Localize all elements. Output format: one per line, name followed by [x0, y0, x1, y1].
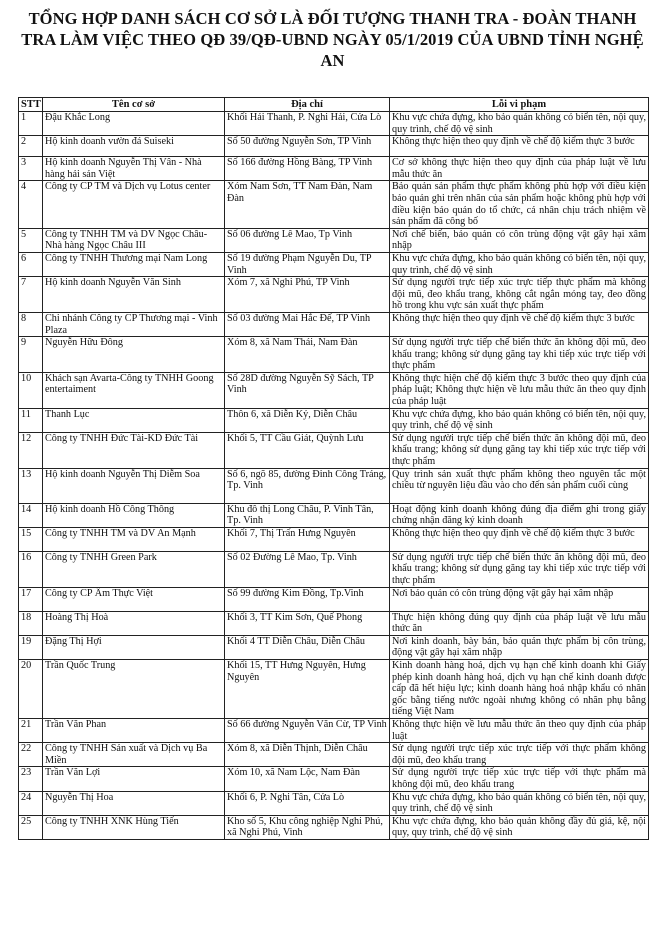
row-name: Nguyễn Thị Hoa — [43, 791, 225, 815]
table-row — [19, 372, 649, 408]
row-address: Số 02 Đường Lê Mao, Tp. Vinh — [225, 551, 390, 587]
row-address: Khối 7, Thị Trấn Hưng Nguyên — [225, 527, 390, 551]
row-name: Hộ kinh doanh Hồ Công Thông — [43, 503, 225, 527]
row-stt: 4 — [19, 181, 43, 228]
row-address: Xóm 8, xã Diễn Thịnh, Diễn Châu — [225, 743, 390, 767]
row-name: Công ty CP Ẩm Thực Việt — [43, 587, 225, 611]
table-row — [19, 815, 649, 839]
row-stt: 2 — [19, 136, 43, 157]
row-violation: Sử dụng người trực tiếp xúc trực tiếp thực phẩm mà không đội mũ, đeo khẩu trang, không cắt ngắn móng tay, đeo đồng hồ trong khu vực sản xuất thực phẩm — [390, 277, 649, 313]
row-address: Khối 5, TT Cầu Giát, Quỳnh Lưu — [225, 432, 390, 468]
document-title: TỔNG HỢP DANH SÁCH CƠ SỞ LÀ ĐỐI TƯỢNG THANH TRA - ĐOÀN THANH TRA LÀM VIỆC THEO QĐ 39/QĐ-UBND NGÀY 05/1/2019 CỦA UBND TỈNH NGHỆ AN — [21, 9, 644, 70]
row-violation: Khu vực chứa đựng, kho bảo quản không có biển tên, nội quy, quy trình, chế độ vệ sinh — [390, 252, 649, 276]
row-address: Thôn 6, xã Diễn Kỷ, Diễn Châu — [225, 408, 390, 432]
table-row — [19, 157, 649, 181]
row-violation: Quy trình sản xuất thực phẩm không theo nguyên tắc một chiều từ nguyên liệu đầu vào cho đến sản phẩm cuối cùng — [390, 468, 649, 503]
row-stt: 14 — [19, 503, 43, 527]
row-address: Số 99 đường Kim Đồng, Tp.Vinh — [225, 587, 390, 611]
row-stt: 17 — [19, 587, 43, 611]
row-address: Kho số 5, Khu công nghiệp Nghi Phú, xã Nghi Phú, Vinh — [225, 815, 390, 839]
row-address: Số 166 đường Hồng Bàng, TP Vinh — [225, 157, 390, 181]
row-address: Số 06 đường Lê Mao, Tp Vinh — [225, 228, 390, 252]
table-row — [19, 228, 649, 252]
row-name: Trần Văn Lợi — [43, 767, 225, 791]
row-stt: 1 — [19, 112, 43, 136]
row-address: Xóm Nam Sơn, TT Nam Đàn, Nam Đàn — [225, 181, 390, 228]
row-violation: Nơi bảo quản có côn trùng động vật gây hại xâm nhập — [390, 587, 649, 611]
row-stt: 15 — [19, 527, 43, 551]
row-name: Thanh Lục — [43, 408, 225, 432]
row-violation: Sử dụng người trực tiếp chế biến thức ăn không đội mũ, đeo khẩu trang; không sử dụng găng tay khi tiếp xúc trực tiếp với thực phẩm — [390, 432, 649, 468]
row-stt: 12 — [19, 432, 43, 468]
row-violation: Cơ sở không thực hiện theo quy định của pháp luật về lưu mẫu thức ăn — [390, 157, 649, 181]
row-violation: Không thực hiện theo quy định về chế độ kiểm thực 3 bước — [390, 527, 649, 551]
row-address: Xóm 10, xã Nam Lộc, Nam Đàn — [225, 767, 390, 791]
row-name: Hộ kinh doanh Nguyễn Thị Diễm Soa — [43, 468, 225, 503]
table-row — [19, 277, 649, 313]
header-name: Tên cơ sở — [43, 98, 225, 112]
row-stt: 6 — [19, 252, 43, 276]
row-name: Trần Quốc Trung — [43, 659, 225, 718]
table-row — [19, 312, 649, 336]
row-stt: 9 — [19, 337, 43, 373]
row-violation: Kinh doanh hàng hoá, dịch vụ hạn chế kinh doanh khi Giấy phép kinh doanh hàng hoá, dịch vụ hạn chế kinh doanh được cấp đã hết hiệu lực; kinh doanh hàng hoá nhập khẩu có nhãn gốc bằng tiếng nước ngoài nhưng không có nhãn phụ bằng tiếng Việt Nam — [390, 659, 649, 718]
header-address: Địa chỉ — [225, 98, 390, 112]
row-violation: Sử dụng người trực tiếp chế biến thức ăn không đội mũ, đeo khẩu trang; không sử dụng găng tay khi tiếp xúc trực tiếp với thực phẩm — [390, 551, 649, 587]
row-stt: 7 — [19, 277, 43, 313]
row-violation: Khu vực chứa đựng, kho bảo quản không có biển tên, nội quy, quy trình, chế độ vệ sinh — [390, 408, 649, 432]
row-violation: Sử dụng người trực tiếp xúc trực tiếp với thực phẩm mà không đội mũ, đeo khẩu trang — [390, 767, 649, 791]
row-name: Công ty TNHH TM và DV Ngọc Châu-Nhà hàng Ngọc Châu III — [43, 228, 225, 252]
row-address: Khối Hải Thanh, P. Nghi Hải, Cửa Lò — [225, 112, 390, 136]
table-row — [19, 527, 649, 551]
header-violation: Lỗi vi phạm — [390, 98, 649, 112]
row-address: Số 6, ngõ 85, đường Đinh Công Tráng, Tp. Vinh — [225, 468, 390, 503]
row-violation: Sử dụng người trực tiếp chế biến thức ăn không đội mũ, đeo khẩu trang; không sử dụng găng tay khi tiếp xúc trực tiếp với thực phẩm — [390, 337, 649, 373]
table-row — [19, 743, 649, 767]
row-violation: Không thực hiện theo quy định về chế độ kiểm thực 3 bước — [390, 136, 649, 157]
table-row — [19, 503, 649, 527]
row-address: Khối 4 TT Diễn Châu, Diễn Châu — [225, 635, 390, 659]
row-name: Nguyễn Hữu Đông — [43, 337, 225, 373]
row-name: Công ty TNHH Sản xuất và Dịch vụ Ba Miền — [43, 743, 225, 767]
row-stt: 3 — [19, 157, 43, 181]
row-stt: 19 — [19, 635, 43, 659]
row-name: Đậu Khắc Long — [43, 112, 225, 136]
row-address: Số 03 đường Mai Hắc Đế, TP Vinh — [225, 312, 390, 336]
table-row — [19, 791, 649, 815]
table-row — [19, 337, 649, 373]
row-address: Số 66 đường Nguyễn Văn Cừ, TP Vinh — [225, 718, 390, 742]
row-address: Xóm 7, xã Nghi Phú, TP Vinh — [225, 277, 390, 313]
row-address: Xóm 8, xã Nam Thái, Nam Đàn — [225, 337, 390, 373]
row-stt: 5 — [19, 228, 43, 252]
row-name: Hộ kinh doanh Nguyễn Thị Vân - Nhà hàng hải sản Việt — [43, 157, 225, 181]
row-name: Khách sạn Avarta-Công ty TNHH Goong entertaiment — [43, 372, 225, 408]
row-violation: Khu vực chứa đựng, kho bảo quản không đầy đủ giá, kệ, nội quy, quy trình, chế độ vệ sinh — [390, 815, 649, 839]
row-violation: Không thực hiện theo quy định về chế độ kiểm thực 3 bước — [390, 312, 649, 336]
row-name: Hộ kinh doanh vườn đá Suiseki — [43, 136, 225, 157]
row-violation: Khu vực chứa đựng, kho bảo quản không có biển tên, nội quy, quy trình, chế độ vệ sinh — [390, 112, 649, 136]
row-violation: Nơi kinh doanh, bày bán, bảo quản thực phẩm bị côn trùng, động vật gây hại xâm nhập — [390, 635, 649, 659]
row-violation: Bảo quản sản phẩm thực phẩm không phù hợp với điều kiện bảo quản ghi trên nhãn của sản phẩm hoặc không phù hợp với điều kiện bảo quản do tổ chức, cá nhân chịu trách nhiệm về sản phẩm đã công bố — [390, 181, 649, 228]
row-violation: Khu vực chứa đựng, kho bảo quản không có biển tên, nội quy, quy trình, chế độ vệ sinh — [390, 791, 649, 815]
table-row — [19, 432, 649, 468]
row-address: Số 50 đường Nguyễn Sơn, TP Vinh — [225, 136, 390, 157]
row-stt: 25 — [19, 815, 43, 839]
table-row — [19, 408, 649, 432]
table-row — [19, 635, 649, 659]
table-row — [19, 767, 649, 791]
row-name: Trần Văn Phan — [43, 718, 225, 742]
row-violation: Sử dụng người trực tiếp xúc trực tiếp với thực phẩm không đội mũ, đeo khẩu trang — [390, 743, 649, 767]
row-address: Số 28D đường Nguyễn Sỹ Sách, TP Vinh — [225, 372, 390, 408]
row-name: Công ty CP TM và Dịch vụ Lotus center — [43, 181, 225, 228]
row-name: Công ty TNHH Đức Tài-KD Đức Tài — [43, 432, 225, 468]
row-violation: Thực hiện không đúng quy định của pháp luật về lưu mẫu thức ăn — [390, 611, 649, 635]
row-violation: Nơi chế biến, bảo quản có côn trùng động vật gây hại xâm nhập — [390, 228, 649, 252]
row-name: Đặng Thị Hợi — [43, 635, 225, 659]
row-stt: 11 — [19, 408, 43, 432]
row-stt: 16 — [19, 551, 43, 587]
row-stt: 8 — [19, 312, 43, 336]
row-violation: Không thực hiện chế độ kiểm thực 3 bước theo quy định của pháp luật; Không thực hiện về lưu mẫu thức ăn theo quy định của pháp luật — [390, 372, 649, 408]
table-row — [19, 718, 649, 742]
row-address: Khối 6, P. Nghi Tân, Cửa Lò — [225, 791, 390, 815]
row-stt: 21 — [19, 718, 43, 742]
row-address: Khu đô thị Long Châu, P. Vinh Tân, Tp. Vinh — [225, 503, 390, 527]
row-stt: 13 — [19, 468, 43, 503]
table-row — [19, 181, 649, 228]
row-name: Công ty TNHH XNK Hùng Tiến — [43, 815, 225, 839]
row-stt: 22 — [19, 743, 43, 767]
row-name: Chi nhánh Công ty CP Thương mại - Vinh Plaza — [43, 312, 225, 336]
row-stt: 23 — [19, 767, 43, 791]
row-stt: 18 — [19, 611, 43, 635]
table-row — [19, 136, 649, 157]
row-violation: Không thực hiện về lưu mẫu thức ăn theo quy định của pháp luật — [390, 718, 649, 742]
table-row — [19, 611, 649, 635]
table-header-row — [19, 98, 649, 112]
row-name: Công ty TNHH Green Park — [43, 551, 225, 587]
table-row — [19, 551, 649, 587]
table-row — [19, 659, 649, 718]
row-stt: 24 — [19, 791, 43, 815]
table-row — [19, 587, 649, 611]
table-row — [19, 112, 649, 136]
row-name: Hoàng Thị Hoà — [43, 611, 225, 635]
row-name: Công ty TNHH TM và DV An Mạnh — [43, 527, 225, 551]
row-address: Khối 15, TT Hưng Nguyên, Hưng Nguyên — [225, 659, 390, 718]
facility-table — [18, 97, 649, 840]
row-stt: 20 — [19, 659, 43, 718]
row-address: Số 19 đường Phạm Nguyễn Du, TP Vinh — [225, 252, 390, 276]
row-name: Công ty TNHH Thương mại Nam Long — [43, 252, 225, 276]
row-violation: Hoạt động kinh doanh không đúng địa điểm ghi trong giấy chứng nhận đăng ký kinh doanh — [390, 503, 649, 527]
row-name: Hộ kinh doanh Nguyễn Văn Sinh — [43, 277, 225, 313]
table-row — [19, 468, 649, 503]
header-stt: STT — [19, 98, 43, 112]
row-stt: 10 — [19, 372, 43, 408]
row-address: Khối 3, TT Kim Sơn, Quế Phong — [225, 611, 390, 635]
table-row — [19, 252, 649, 276]
